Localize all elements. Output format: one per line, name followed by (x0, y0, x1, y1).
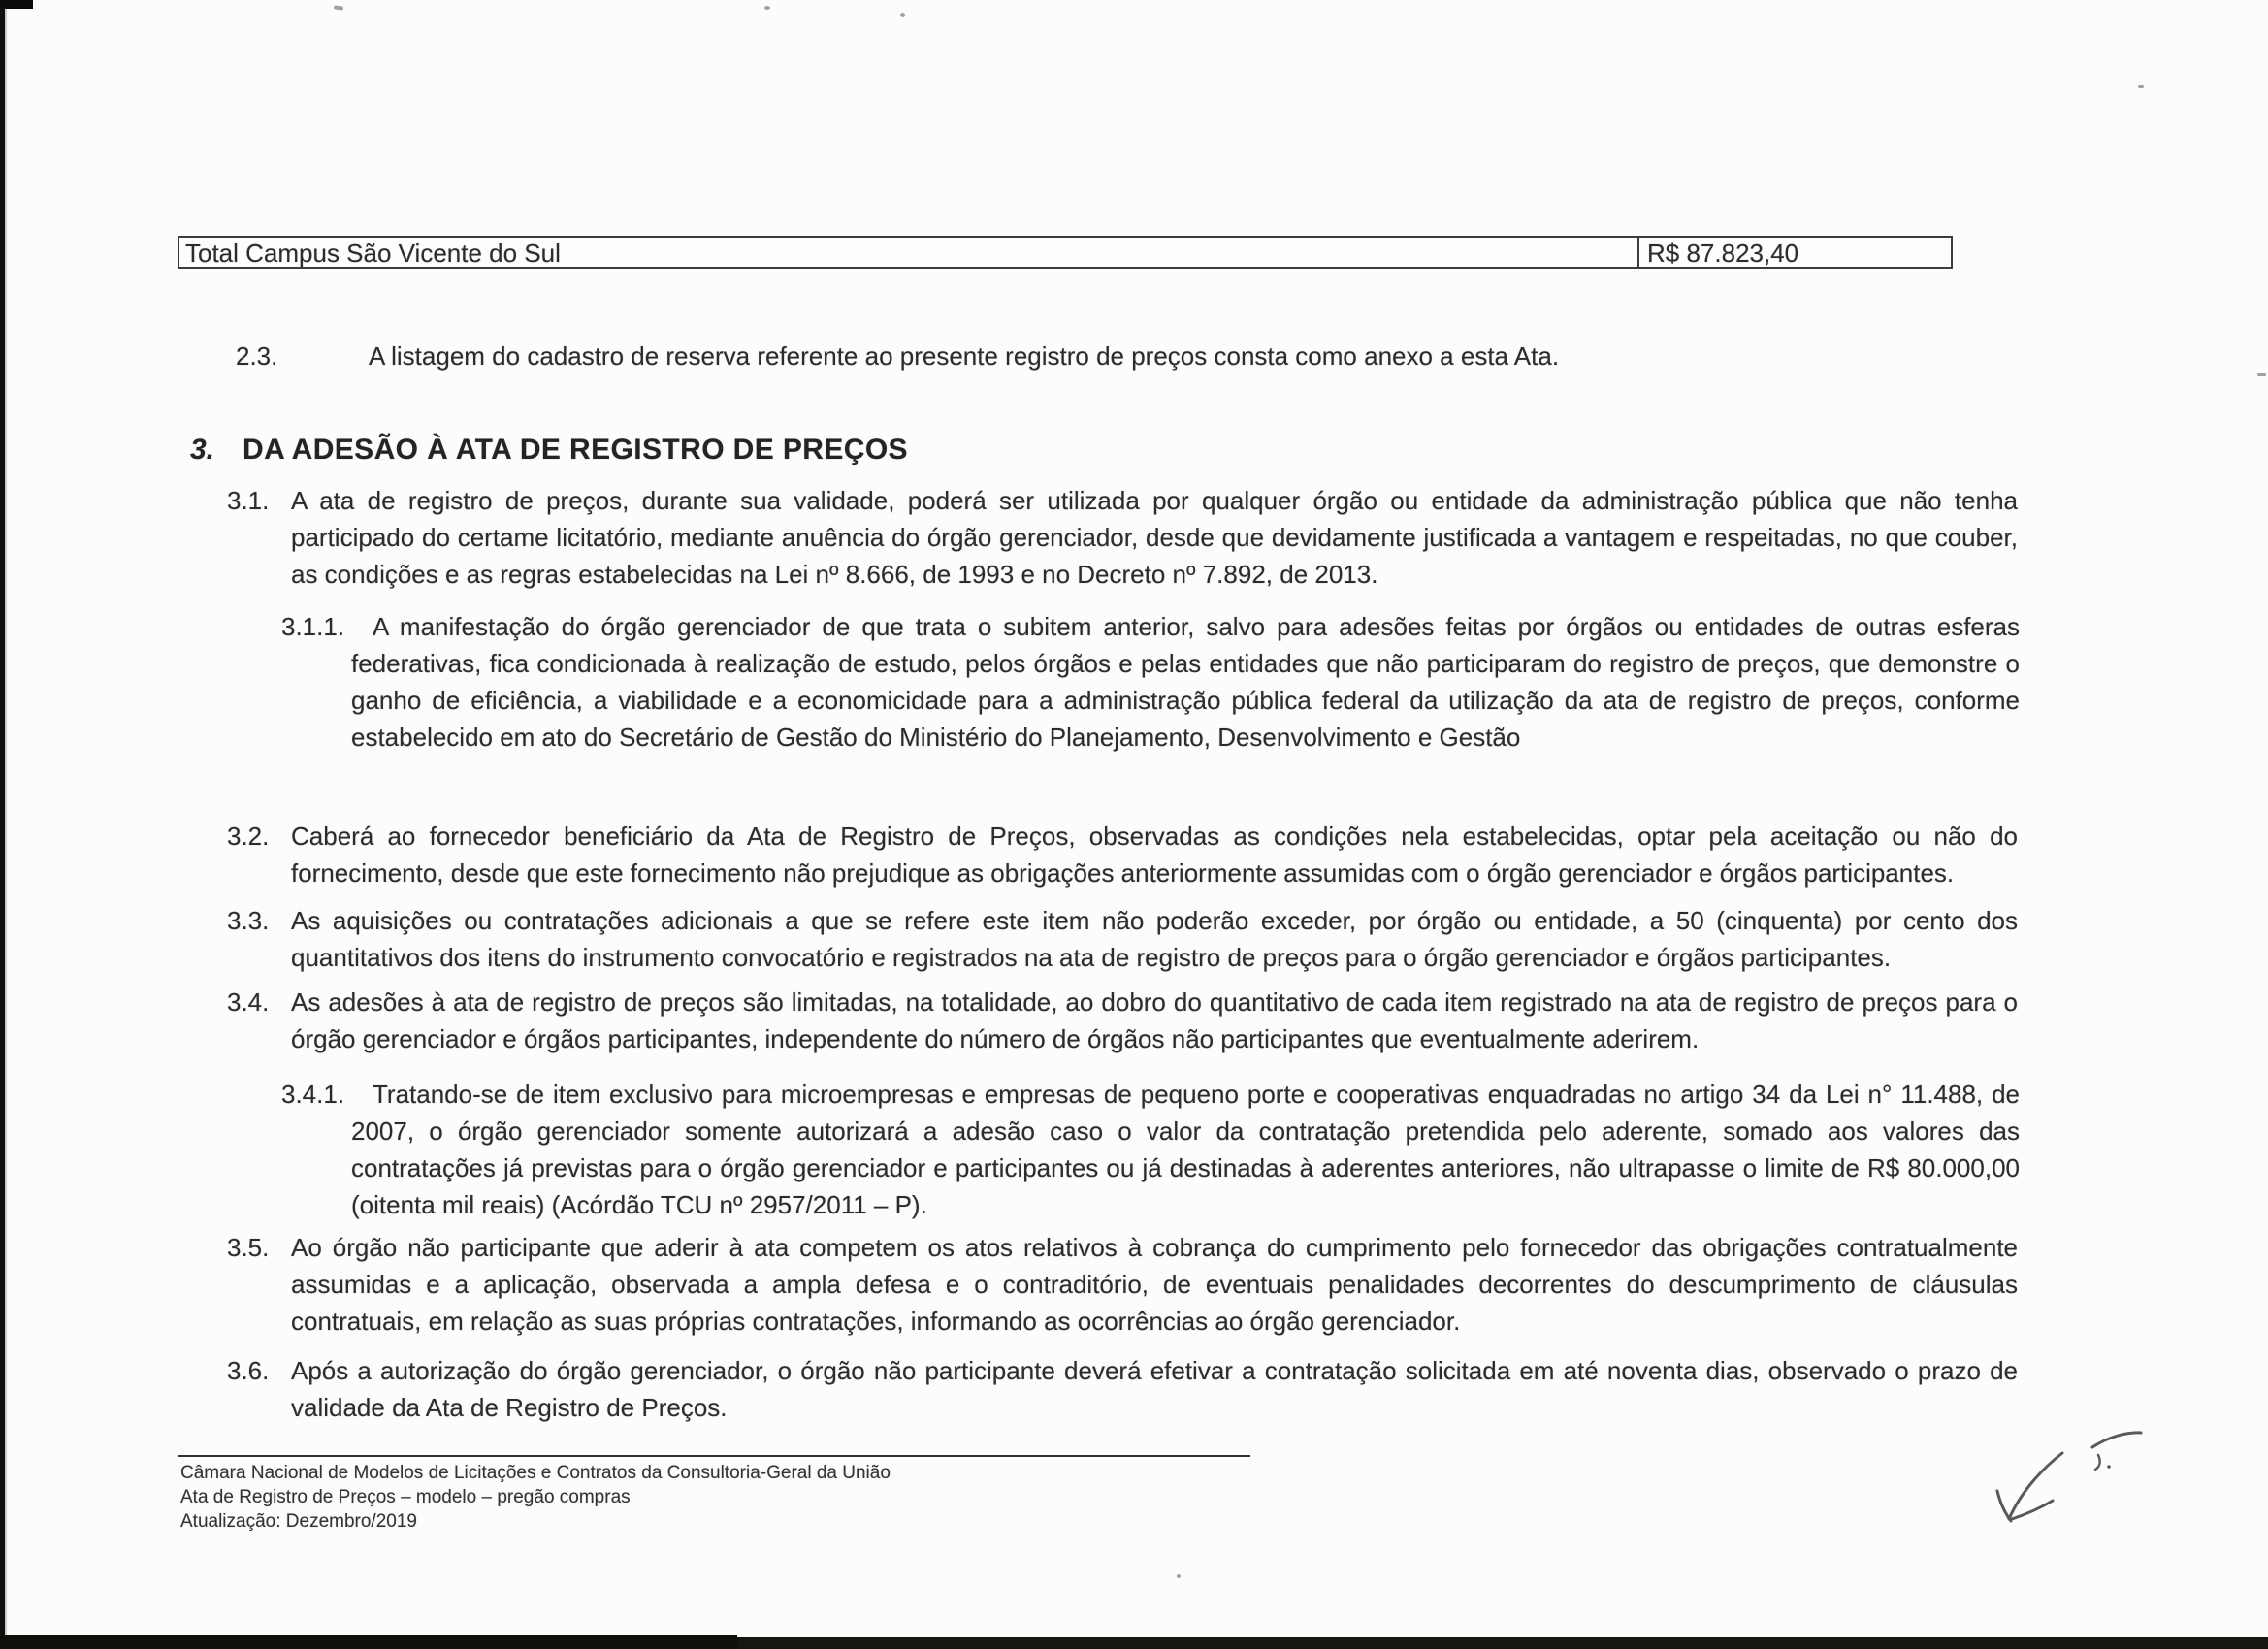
clause-number: 3.4. (227, 987, 270, 1017)
clause-3-2 (227, 818, 2018, 891)
scan-speck (2138, 85, 2144, 88)
total-value-cell: R$ 87.823,40 (1647, 239, 1799, 268)
clause-number: 3.5. (227, 1233, 270, 1262)
footer-line-doc: Ata de Registro de Preços – modelo – pregão compras (180, 1487, 631, 1507)
footer-line-org: Câmara Nacional de Modelos de Licitações e Contratos da Consultoria-Geral da União (180, 1463, 891, 1483)
clause-number: 3.2. (227, 822, 270, 851)
handwritten-check-arrow-mark (1892, 1397, 2231, 1591)
clause-text: A listagem do cadastro de reserva referente ao presente registro de preços consta como anexo a esta Ata. (369, 341, 1560, 371)
flourish-stroke (2092, 1433, 2141, 1447)
clauses-container (0, 482, 2268, 1426)
clause-number: 2.3. (236, 341, 278, 371)
clause-number: 3.3. (227, 906, 270, 935)
scan-edge-bottom-dark (0, 1635, 737, 1649)
clause-3-4-1 (281, 1076, 2020, 1223)
clause-number: 3.6. (227, 1356, 270, 1385)
scan-speck (764, 6, 770, 10)
clause-3-1-1 (281, 608, 2020, 756)
arrow-head-left (1997, 1491, 2011, 1521)
total-label-cell: Total Campus São Vicente do Sul (179, 238, 1639, 267)
clause-text: A ata de registro de preços, durante sua validade, poderá ser utilizada por qualquer órgão ou entidade da administração pública que não tenha participado do certame licitatório, mediante anuência do órgão gerenciador, desde que devidamente justificada a vantagem e respeitadas, no que couber, as condições e as regras estabelecidas na Lei nº 8.666, de 1993 e no Decreto nº 7.892, de 2013. (291, 486, 2018, 589)
clause-2-3 (236, 338, 1749, 374)
scan-speck (2257, 373, 2266, 376)
clause-3-1 (227, 482, 2018, 593)
scan-speck (900, 13, 905, 17)
section-3-heading (190, 431, 908, 469)
ink-dot (2107, 1465, 2111, 1469)
scan-corner-mark (0, 0, 33, 9)
clause-number: 3.4.1. (281, 1080, 345, 1109)
clause-text: A manifestação do órgão gerenciador de que trata o subitem anterior, salvo para adesões feitas por órgãos ou entidades de outras esferas federativas, fica condicionada à realização de estudo, pelos órgãos e pelas entidades que não participaram do registro de preços, que demonstre o ganho de eficiência, a viabilidade e a economicidade para a administração pública federal da utilização da ata de registro de preços, conforme estabelecido em ato do Secretário de Gestão do Ministério do Planejamento, Desenvolvimento e Gestão (351, 612, 2020, 752)
clause-3-3 (227, 902, 2018, 976)
clause-3-6 (227, 1352, 2018, 1426)
scan-speck (334, 5, 343, 10)
scan-speck (1177, 1574, 1181, 1578)
footer (180, 1461, 891, 1534)
clause-text: Tratando-se de item exclusivo para microempresas e empresas de pequeno porte e cooperativas enquadradas no artigo 34 da Lei n° 11.488, de 2007, o órgão gerenciador somente autorizará a adesão caso o valor da contratação pretendida pelo aderente, somado aos valores das contratações já previstas para o órgão gerenciador e participantes ou já destinadas à aderentes anteriores, não ultrapasse o limite de R$ 80.000,00 (oitenta mil reais) (Acórdão TCU nº 2957/2011 – P). (351, 1080, 2020, 1219)
clause-number: 3.1. (227, 486, 270, 515)
footer-divider (178, 1455, 1250, 1457)
clause-number: 3.1.1. (281, 612, 345, 641)
clause-3-5 (227, 1229, 2018, 1340)
clause-text: Ao órgão não participante que aderir à ata competem os atos relativos à cobrança do cumprimento pelo fornecedor das obrigações contratualmente assumidas e a aplicação, observada a ampla defesa e o contraditório, de eventuais penalidades decorrentes do descumprimento de cláusulas contratuais, em relação as suas próprias contratações, informando as ocorrências ao órgão gerenciador. (291, 1233, 2018, 1336)
section-number: 3. (190, 434, 215, 466)
small-j-stroke (2095, 1455, 2100, 1470)
clause-text: As aquisições ou contratações adicionais a que se refere este item não poderão exceder, por órgão ou entidade, a 50 (cinquenta) por cento dos quantitativos dos itens do instrumento convocatório e registrados na ata de registro de preços para o órgão gerenciador e órgãos participantes. (291, 906, 2018, 972)
section-title: DA ADESÃO À ATA DE REGISTRO DE PREÇOS (243, 434, 908, 466)
clause-text: Caberá ao fornecedor beneficiário da Ata de Registro de Preços, observadas as condições nela estabelecidas, optar pela aceitação ou não do fornecimento, desde que este fornecimento não prejudique as obrigações anteriormente assumidas com o órgão gerenciador e órgãos participantes. (291, 822, 2018, 888)
clause-3-4 (227, 984, 2018, 1057)
footer-line-updated: Atualização: Dezembro/2019 (180, 1511, 417, 1532)
clause-text: As adesões à ata de registro de preços são limitadas, na totalidade, ao dobro do quantitativo de cada item registrado na ata de registro de preços para o órgão gerenciador e órgãos participantes, independente do número de órgãos não participantes que eventualmente aderirem. (291, 987, 2018, 1053)
total-table (178, 236, 1953, 269)
clause-text: Após a autorização do órgão gerenciador, o órgão não participante deverá efetivar a contratação solicitada em até noventa dias, observado o prazo de validade da Ata de Registro de Preços. (291, 1356, 2018, 1422)
